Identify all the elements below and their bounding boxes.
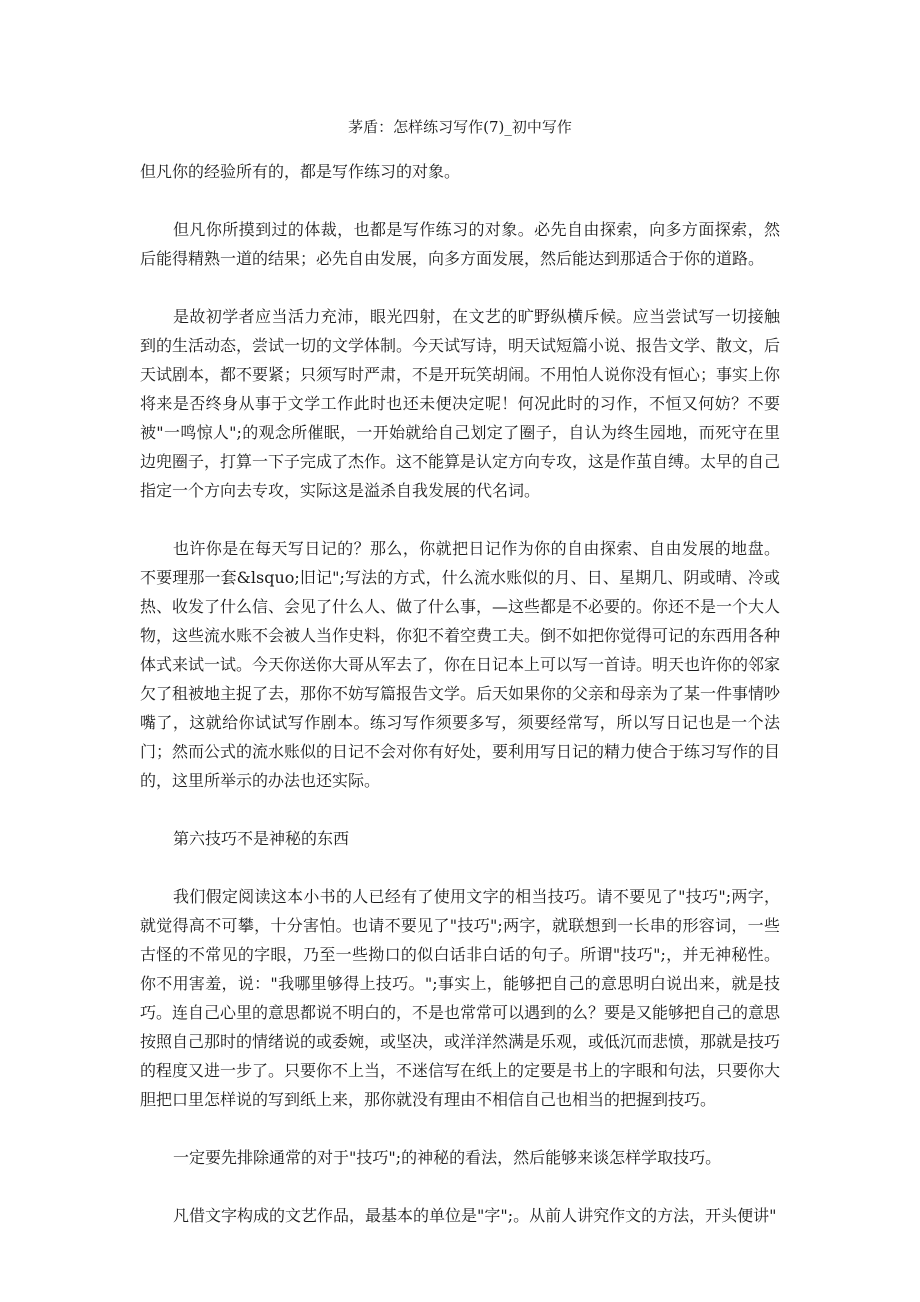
document-title: 茅盾：怎样练习写作(7)_初中写作: [348, 118, 572, 136]
paragraph-7: 一定要先排除通常的对于"技巧";的神秘的看法，然后能够来谈怎样学取技巧。: [173, 1148, 722, 1167]
section-heading: 第六技巧不是神秘的东西: [173, 829, 350, 848]
paragraph-2: 但凡你所摸到过的体裁，也都是写作练习的对象。必先自由探索，向多方面探索，然后能得精熟一道的结果；必先自由发展，向多方面发展，然后能达到那适合于你的道路。: [140, 220, 780, 268]
paragraph-1: 但凡你的经验所有的，都是写作练习的对象。: [140, 162, 461, 181]
paragraph-8: 凡借文字构成的文艺作品，最基本的单位是"字";。从前人讲究作文的方法，开头便讲": [173, 1206, 777, 1225]
paragraph-3: 是故初学者应当活力充沛，眼光四射，在文艺的旷野纵横斥候。应当尝试写一切接触到的生活动态，尝试一切的文学体制。今天试写诗，明天试短篇小说、报告文学、散文，后天试剧本，都不要紧；只须写时严肃，不是开玩笑胡闹。不用怕人说你没有恒心；事实上你将来是否终身从事于文学工作此时也还未便决定呢！何况此时的习作，不恒又何妨？不要被"一鸣惊人";的观念所催眠，一开始就给自己划定了圈子，自认为终生园地，而死守在里边兜圈子，打算一下子完成了杰作。这不能算是认定方向专攻，这是作茧自缚。太早的自己指定一个方向去专攻，实际这是溢杀自我发展的代名词。: [140, 307, 781, 500]
paragraph-4: 也许你是在每天写日记的？那么，你就把日记作为你的自由探索、自由发展的地盘。不要理那一套&lsquo;旧记";写法的方式，什么流水账似的月、日、星期几、阴或晴、冷或热、收发了什么信、会见了什么人、做了什么事，—这些都是不必要的。你还不是一个大人物，这些流水账不会被人当作史料，你犯不着空费工夫。倒不如把你觉得可记的东西用各种体式来试一试。今天你送你大哥从军去了，你在日记本上可以写一首诗。明天也许你的邻家欠了租被地主捉了去，那你不妨写篇报告文学。后天如果你的父亲和母亲为了某一件事情吵嘴了，这就给你试试写作剧本。练习写作须要多写，须要经常写，所以写日记也是一个法门；然而公式的流水账似的日记不会对你有好处，要利用写日记的精力使合于练习写作的目的，这里所举示的办法也还实际。: [140, 539, 781, 790]
paragraph-6: 我们假定阅读这本小书的人已经有了使用文字的相当技巧。请不要见了"技巧";两字，就觉得高不可攀，十分害怕。也请不要见了"技巧";两字，就联想到一长串的形容词，一些古怪的不常见的字眼，乃至一些拗口的似白话非白话的句子。所谓"技巧";，并无神秘性。你不用害羞，说："我哪里够得上技巧。";事实上，能够把自己的意思明白说出来，就是技巧。连自己心里的意思都说不明白的，不是也常常可以遇到的么？要是又能够把自己的意思按照自己那时的情绪说的或委婉，或坚决，或洋洋然满是乐观，或低沉而悲愤，那就是技巧的程度又进一步了。只要你不上当，不迷信写在纸上的定要是书上的字眼和句法，只要你大胆把口里怎样说的写到纸上来，那你就没有理由不相信自己也相当的把握到技巧。: [140, 887, 781, 1109]
document-body: [140, 157, 780, 1230]
